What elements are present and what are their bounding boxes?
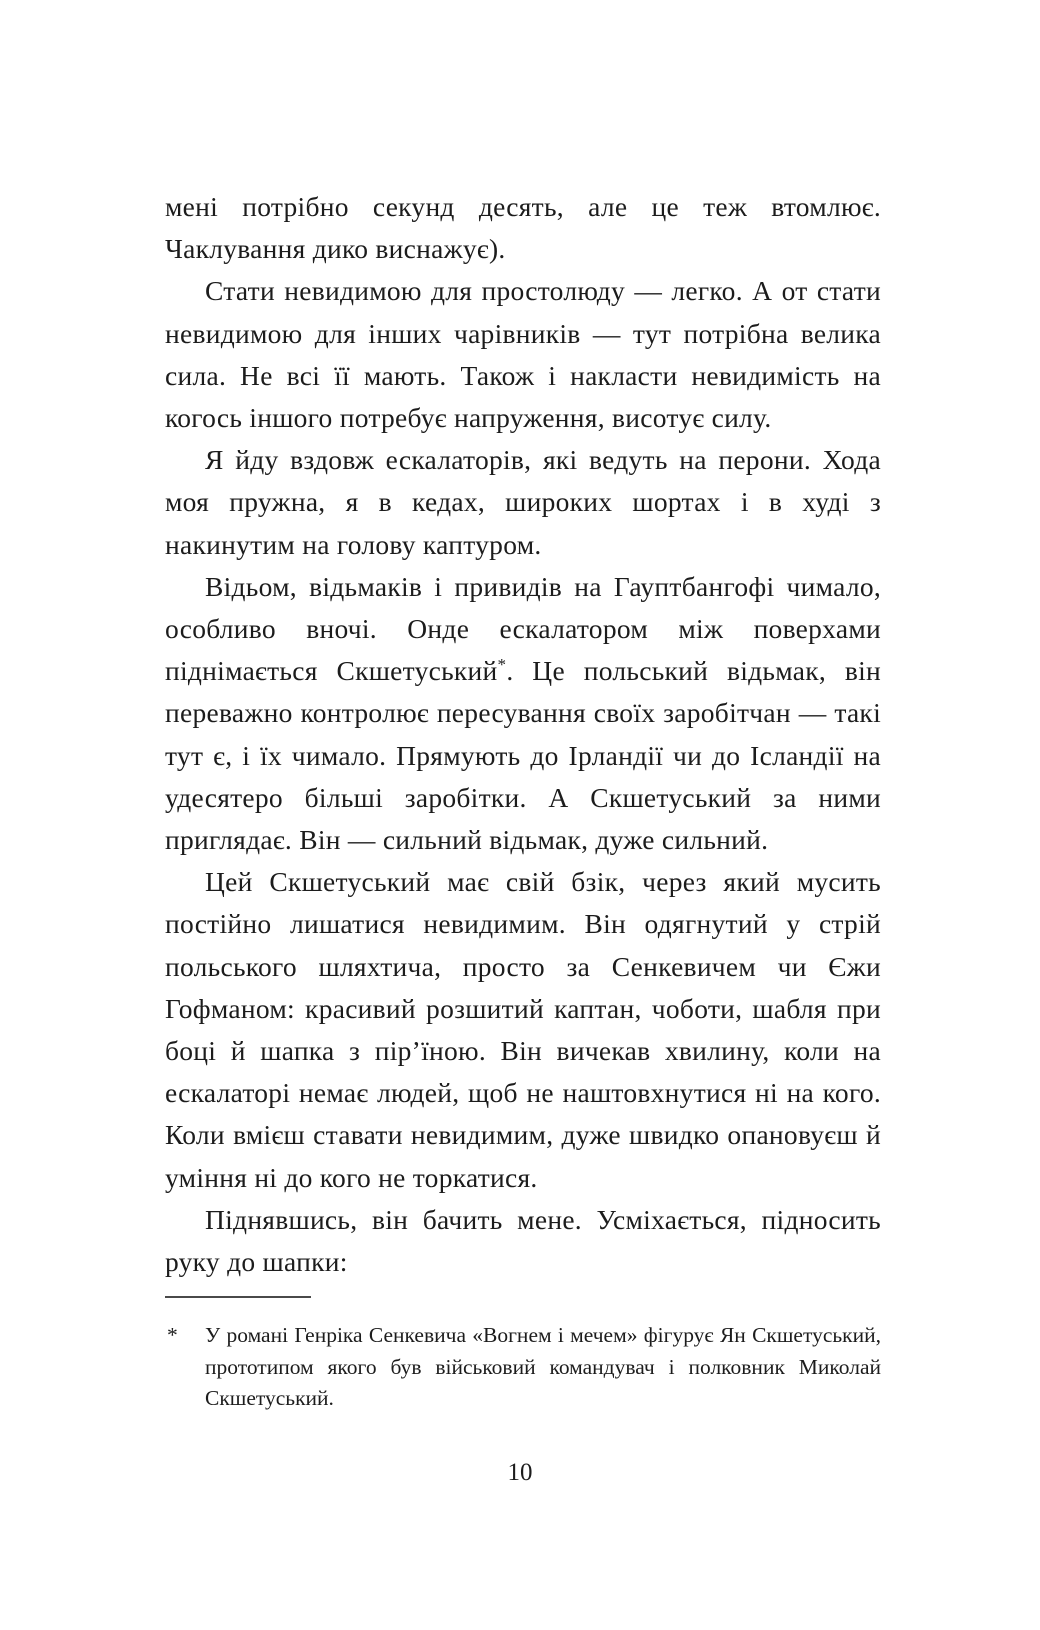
body-text-block bbox=[165, 186, 881, 1283]
paragraph-text-after-footnote-ref: . Це польський відьмак, він переважно контролює пересування своїх заробітчан — такі тут є, і їх чимало. Прямують до Ірландії чи до Ісландії на удесятеро більші заробітки. А Скшетуський за ними приглядає. Він — сильний відьмак, дуже сильний. bbox=[165, 655, 881, 856]
footnote-marker: * bbox=[167, 1323, 178, 1347]
footnote-area bbox=[165, 1296, 881, 1415]
paragraph-with-footnote-ref bbox=[165, 566, 881, 861]
paragraph-text-before-footnote-ref: Відьом, відьмаків і привидів на Гауптбангофі чимало, особливо вночі. Онде ескалатором між поверхами піднімається Скшетуський bbox=[165, 570, 881, 687]
paragraph: Цей Скшетуський має свій бзік, через який мусить постійно лишатися невидимим. Він одягнутий у стрій польського шляхтича, просто за Сенкевичем чи Єжи Гофманом: красивий розшитий каптан, чоботи, шабля при боці й шапка з пір’їною. Він вичекав хвилину, коли на ескалаторі немає людей, щоб не наштовхнутися ні на кого. Коли вмієш ставати невидимим, дуже швидко опановуєш й уміння ні до кого не торкатися. bbox=[165, 866, 881, 1193]
page-number: 10 bbox=[507, 1459, 533, 1486]
paragraph: Я йду вздовж ескалаторів, які ведуть на перони. Хода моя пружна, я в кедах, широких шортах і в худі з накинутим на голову каптуром. bbox=[165, 444, 881, 560]
paragraph: мені потрібно секунд десять, але це теж втомлює. Чаклування дико виснажує). bbox=[165, 191, 881, 265]
footnote-separator-rule bbox=[165, 1296, 311, 1298]
footnote-reference-marker[interactable]: * bbox=[497, 655, 507, 675]
paragraph: Піднявшись, він бачить мене. Усміхається, підносить руку до шапки: bbox=[165, 1203, 881, 1278]
paragraph: Стати невидимою для простолюду — легко. А от стати невидимою для інших чарівників — тут потрібна велика сила. Не всі її мають. Також і накласти невидимість на когось іншого потребує напруження, висотує силу. bbox=[165, 275, 881, 434]
footnote-text: У романі Генріка Сенкевича «Вогнем і мечем» фігурує Ян Скшетуський, прототипом якого був військовий командувач і полковник Миколай Скшетуський. bbox=[205, 1323, 881, 1410]
footnote-item bbox=[165, 1320, 881, 1415]
